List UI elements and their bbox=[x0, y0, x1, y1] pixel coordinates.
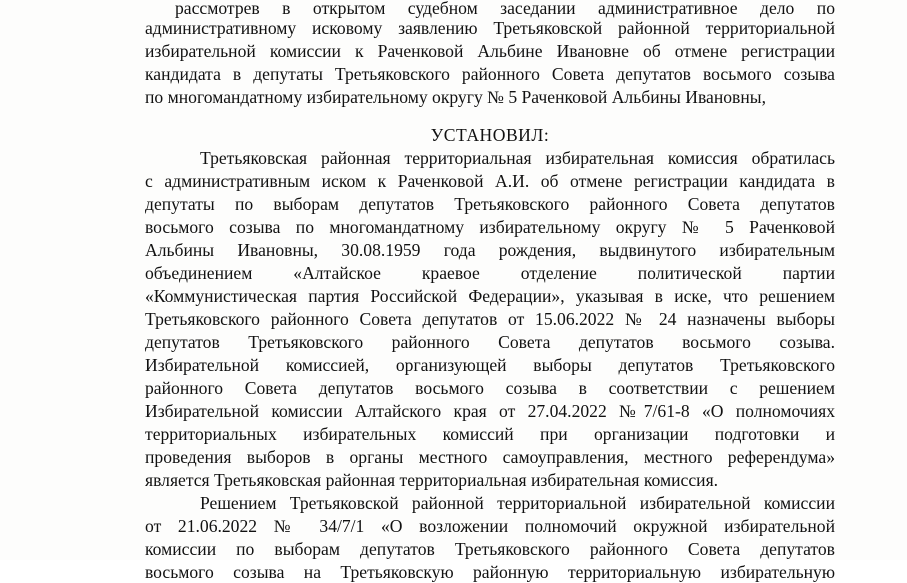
paragraph-line: Третьяковского районного Совета депутатов от 15.06.2022 № 24 назначены выборы bbox=[145, 309, 835, 329]
paragraph-line: Избирательной комиссией, организующей выборы депутатов Третьяковского bbox=[145, 355, 835, 375]
paragraph-line: депутатов Третьяковского районного Совета депутатов восьмого созыва. bbox=[145, 332, 835, 352]
paragraph-line: комиссии по выборам депутатов Третьяковского районного Совета депутатов bbox=[145, 539, 835, 559]
section-heading: УСТАНОВИЛ: bbox=[430, 125, 550, 145]
paragraph-line: является Третьяковская районная территориальная избирательная комиссия. bbox=[145, 470, 719, 490]
paragraph-line: восьмого созыва на Третьяковскую районную территориальную избирательную bbox=[145, 562, 835, 582]
paragraph-line: территориальных избирательных комиссий при организации подготовки и bbox=[145, 424, 835, 444]
paragraph-line: Избирательной комиссии Алтайского края от 27.04.2022 №7/61-8 «О полномочиях bbox=[145, 401, 835, 421]
paragraph-line: проведения выборов в органы местного самоуправления, местного референдума» bbox=[145, 447, 835, 467]
intro-line: рассмотрев в открытом судебном заседании административное дело по bbox=[175, 0, 835, 18]
paragraph-line: от 21.06.2022 № 34/7/1 «О возложении полномочий окружной избирательной bbox=[145, 516, 835, 536]
paragraph-line: районного Совета депутатов восьмого созыва в соответствии с решением bbox=[145, 378, 835, 398]
intro-line: административному исковому заявлению Третьяковской районной территориальной bbox=[145, 18, 835, 38]
paragraph-line: с административным иском к Раченковой А.И. об отмене регистрации кандидата в bbox=[145, 171, 835, 191]
paragraph-line: объединением «Алтайское краевое отделение политической партии bbox=[145, 263, 835, 283]
intro-line: по многомандатному избирательному округу № 5 Раченковой Альбины Ивановны, bbox=[145, 87, 766, 107]
paragraph-line: Альбины Ивановны, 30.08.1959 года рождения, выдвинутого избирательным bbox=[145, 240, 835, 260]
paragraph-line: Решением Третьяковской районной территориальной избирательной комиссии bbox=[200, 493, 835, 513]
paragraph-line: восьмого созыва по многомандатному избирательному округу № 5 Раченковой bbox=[145, 217, 835, 237]
paragraph-line: Третьяковская районная территориальная избирательная комиссия обратилась bbox=[200, 148, 835, 168]
intro-line: избирательной комиссии к Раченковой Альбине Ивановне об отмене регистрации bbox=[145, 41, 835, 61]
paragraph-line: депутаты по выборам депутатов Третьяковского районного Совета депутатов bbox=[145, 194, 835, 214]
paragraph-line: «Коммунистическая партия Российской Федерации», указывая в иске, что решением bbox=[145, 286, 835, 306]
intro-line: кандидата в депутаты Третьяковского районного Совета депутатов восьмого созыва bbox=[145, 64, 835, 84]
